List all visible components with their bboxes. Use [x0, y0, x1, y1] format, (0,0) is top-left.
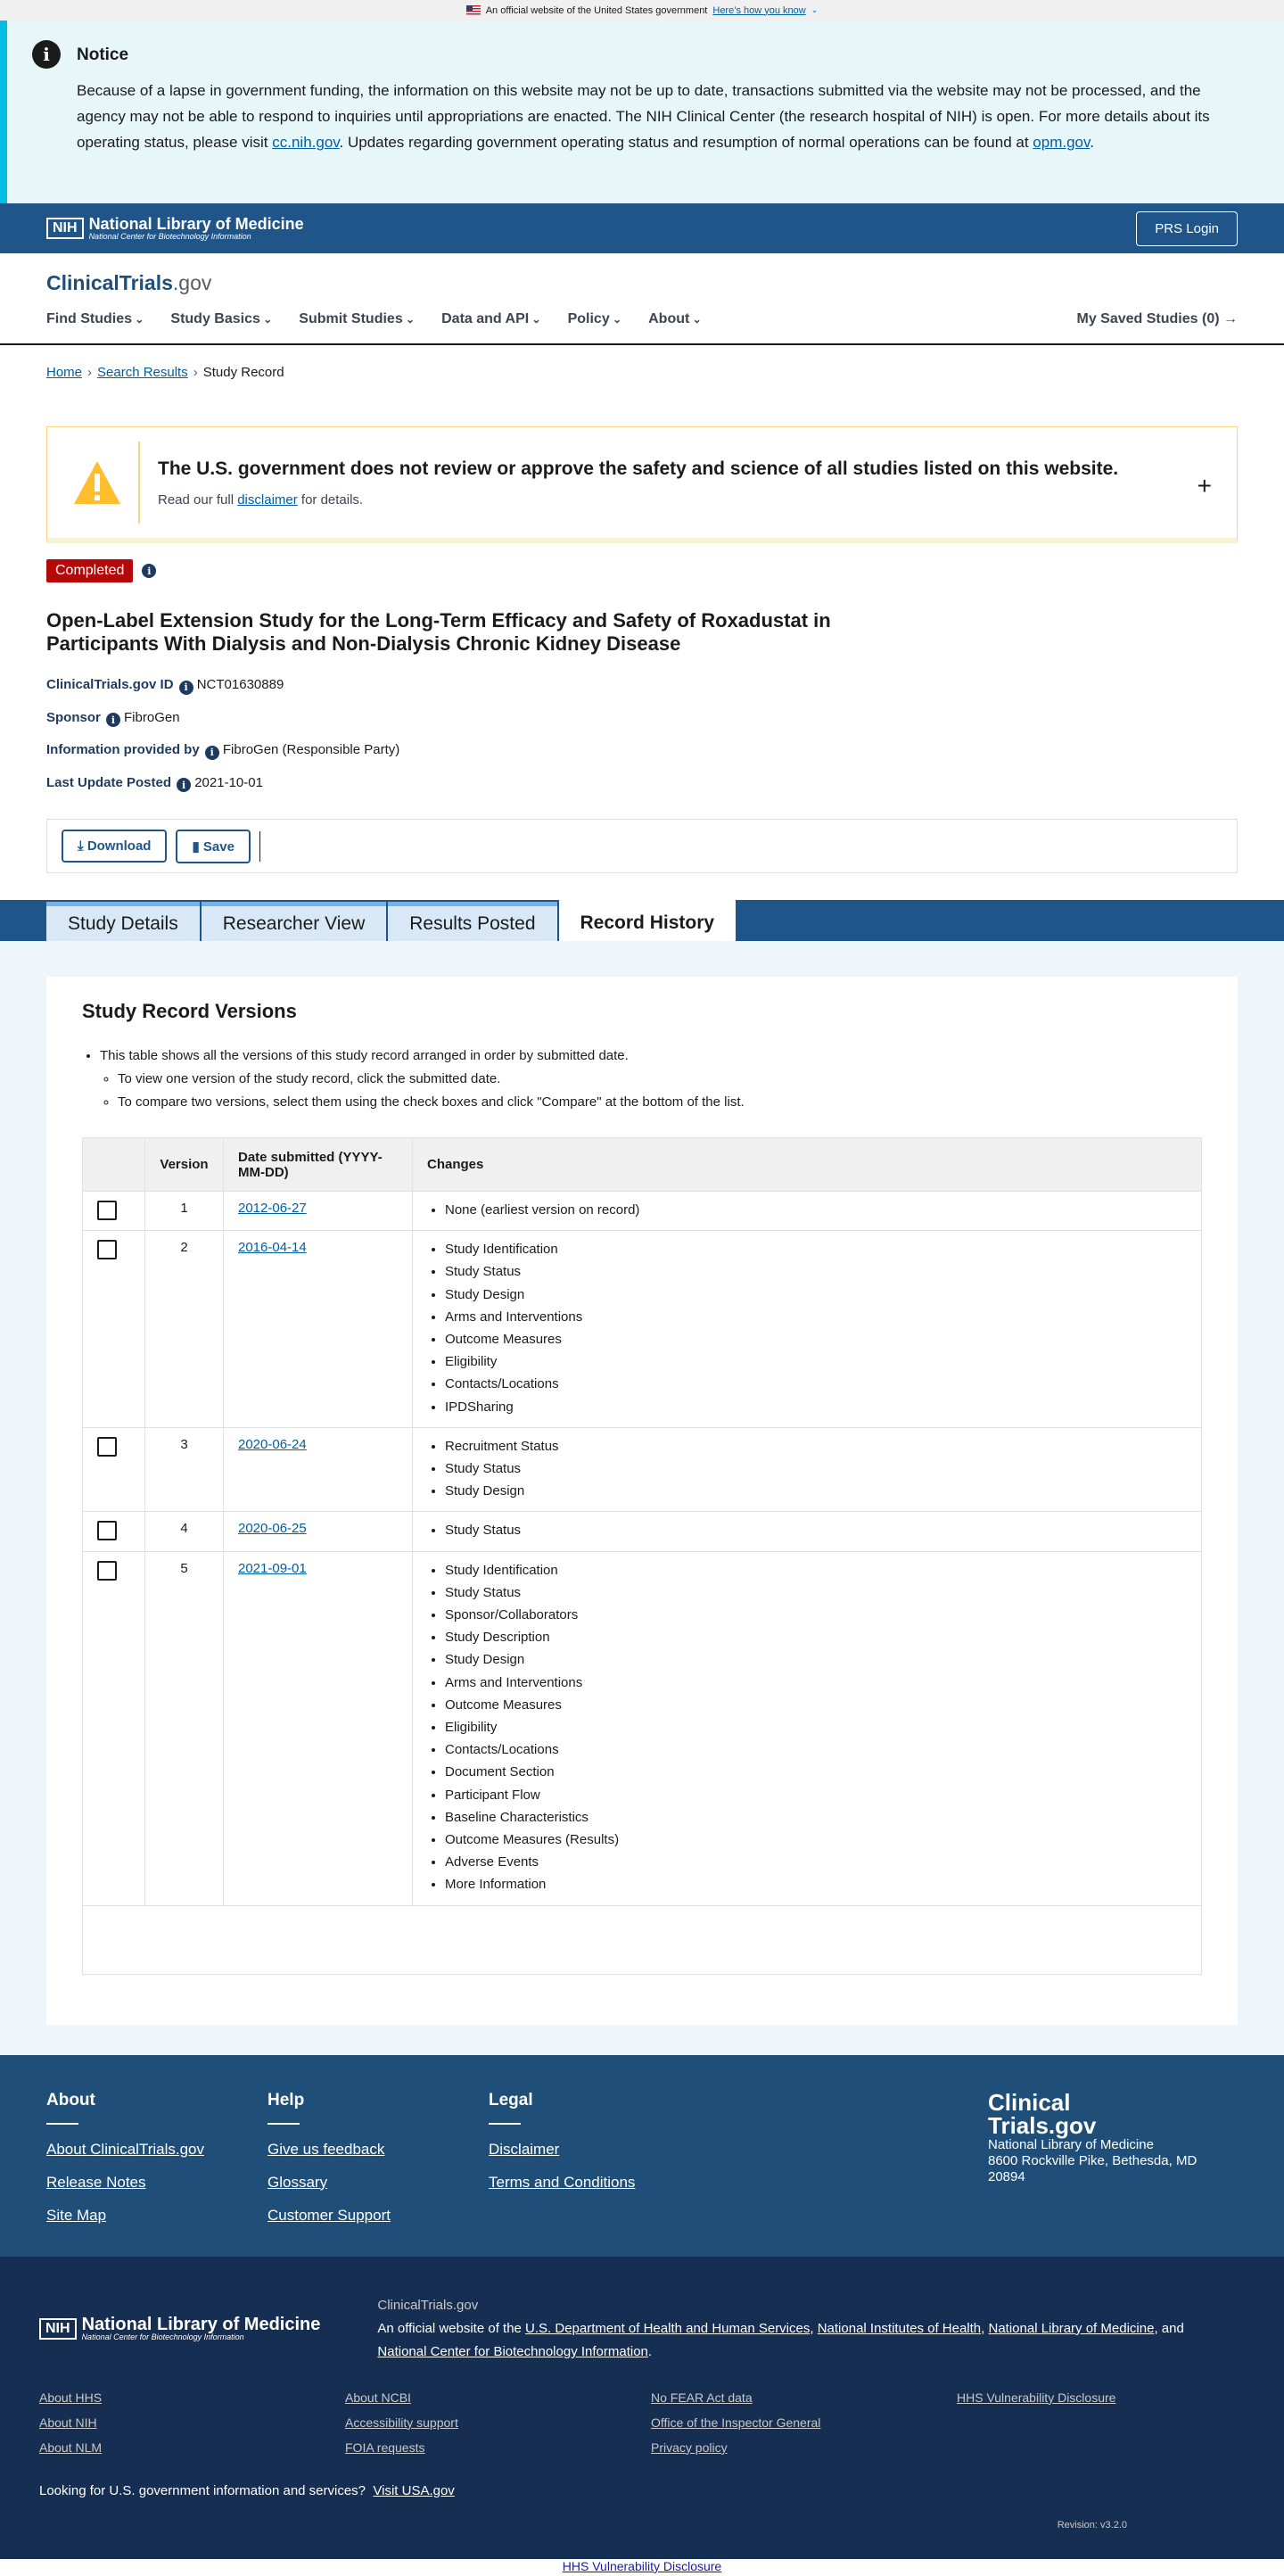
footer-legal-title: Legal [489, 2090, 533, 2110]
link-privacy[interactable]: Privacy policy [651, 2440, 728, 2455]
meta-provided-value: FibroGen (Responsible Party) [222, 742, 400, 757]
change-item: • Study Status [445, 1519, 1187, 1541]
footer-top [0, 2055, 1284, 2257]
notice-text-2: . Updates regarding government operating status and resumption of normal operations can be found at [339, 134, 1033, 151]
change-item: • Study Status [445, 1260, 1187, 1283]
intro-item [100, 1044, 1202, 1114]
change-item: • Sponsor/Collaborators [445, 1604, 1187, 1626]
nih-link[interactable]: National Institutes of Health [817, 2320, 982, 2336]
footer-help [268, 2091, 489, 2257]
change-item: • Study Status [445, 1581, 1187, 1604]
breadcrumb-current: Study Record [202, 365, 284, 380]
nav-about[interactable]: About ⌄ [648, 311, 702, 327]
select-cell [83, 1192, 145, 1231]
nlm-link[interactable]: National Library of Medicine [988, 2320, 1155, 2336]
change-item: • Contacts/Locations [445, 1373, 1187, 1395]
tab-study-details[interactable]: Study Details [46, 902, 200, 941]
intro-sub-item: ◦ To compare two versions, select them using the check boxes and click "Compare" at the bottom of the list. [118, 1091, 1202, 1114]
footer-bottom [0, 2257, 1284, 2559]
footer-brand [988, 2088, 1238, 2257]
footer-bottom-links [39, 2390, 1245, 2465]
meta-provided-by [46, 742, 1238, 760]
changes-cell [413, 1551, 1202, 1905]
compare-area [83, 1905, 1202, 1974]
tab-researcher-view[interactable]: Researcher View [202, 902, 387, 941]
nih-header [0, 203, 1284, 253]
link-about-hhs[interactable]: About HHS [39, 2390, 103, 2405]
table-row [83, 1551, 1202, 1905]
warning-divider [138, 442, 140, 524]
change-item: • Outcome Measures [445, 1328, 1187, 1350]
action-divider [259, 831, 260, 862]
footer-about [46, 2091, 268, 2257]
footer-divider [46, 2123, 78, 2125]
changes-cell [413, 1192, 1202, 1231]
versions-title: Study Record Versions [82, 1000, 297, 1022]
footer-logo-line2: Trials.gov [988, 2111, 1097, 2139]
disclaimer-text [158, 492, 1118, 508]
footer-about-title: About [46, 2090, 95, 2110]
footer-divider [489, 2123, 521, 2125]
footer-address: 8600 Rockville Pike, Bethesda, MD 20894 [988, 2152, 1198, 2184]
status-row [46, 559, 1238, 582]
header-version: Version [145, 1138, 224, 1192]
footer-link-glossary[interactable]: Glossary [268, 2173, 328, 2191]
change-item: • Arms and Interventions [445, 1306, 1187, 1328]
link-hhs-vulnerability[interactable]: HHS Vulnerability Disclosure [957, 2390, 1116, 2405]
chevron-down-icon: ⌄ [811, 5, 819, 14]
change-item: • Study Identification [445, 1559, 1187, 1581]
info-icon[interactable]: i [205, 746, 219, 760]
link-about-ncbi[interactable]: About NCBI [345, 2390, 411, 2405]
main-nav [46, 311, 1238, 327]
table-row [83, 1231, 1202, 1428]
save-button[interactable] [176, 830, 250, 863]
date-cell [224, 1512, 413, 1551]
hhs-vulnerability-disclosure-link[interactable]: HHS Vulnerability Disclosure [562, 2558, 722, 2573]
nlm-name: National Library of Medicine [88, 215, 304, 233]
change-item: • None (earliest version on record) [445, 1199, 1187, 1221]
version-checkbox[interactable] [97, 1240, 117, 1259]
nav-study-basics[interactable]: Study Basics ⌄ [170, 311, 272, 327]
notice-title: Notice [77, 45, 129, 64]
submitted-date-link[interactable]: 2020-06-25 [238, 1521, 307, 1537]
notice-text-1: Because of a lapse in government funding, the information on this website may not be up to date, transactions submitted via the website may not be processed, and the agency may not be able to respond to inquiries until appropriations are enacted. The NIH Clinical Center (the research hospital of NIH) is open. For more details about its operating status, please visit [77, 82, 1210, 151]
notice-text [77, 78, 1238, 155]
nav-submit-studies[interactable]: Submit Studies ⌄ [299, 311, 415, 327]
usa-gov-row [39, 2483, 1245, 2498]
bookmark-icon: ▮ [192, 838, 200, 855]
info-icon[interactable]: i [177, 778, 191, 792]
change-item: • Recruitment Status [445, 1435, 1187, 1457]
select-cell [83, 1427, 145, 1512]
bottom-link-row [0, 2559, 1284, 2576]
link-about-nlm[interactable]: About NLM [39, 2440, 103, 2455]
change-item: • Study Design [445, 1648, 1187, 1671]
link-no-fear[interactable]: No FEAR Act data [651, 2390, 753, 2405]
nlm-name: National Library of Medicine [81, 2314, 321, 2334]
saved-studies-label: My Saved Studies (0) [1076, 311, 1220, 326]
footer-link-support[interactable]: Customer Support [268, 2206, 391, 2224]
expand-plus-icon[interactable]: + [1197, 472, 1212, 500]
prs-login-button[interactable]: PRS Login [1136, 211, 1238, 246]
meta-id-value: NCT01630889 [196, 677, 284, 692]
date-cell [224, 1231, 413, 1428]
meta-sponsor-value: FibroGen [124, 709, 180, 725]
version-number: 3 [145, 1427, 224, 1512]
breadcrumb-separator-icon: › [193, 365, 198, 380]
version-checkbox[interactable] [97, 1437, 117, 1457]
select-cell [83, 1231, 145, 1428]
footer-site-name: ClinicalTrials.gov [377, 2297, 479, 2313]
change-item: • Adverse Events [445, 1851, 1187, 1873]
change-item: • Baseline Characteristics [445, 1806, 1187, 1829]
footer-legal [489, 2091, 710, 2257]
header-date: Date submitted (YYYY-MM-DD) [224, 1138, 413, 1192]
info-icon[interactable]: i [142, 564, 156, 578]
my-saved-studies-link[interactable] [1077, 311, 1239, 327]
change-item: • Study Design [445, 1284, 1187, 1306]
save-label: Save [202, 838, 235, 855]
version-number: 4 [145, 1512, 224, 1551]
site-title-main: ClinicalTrials [46, 271, 173, 294]
table-row [83, 1192, 1202, 1231]
breadcrumb [0, 345, 1284, 400]
version-number: 5 [145, 1551, 224, 1905]
download-label: Download [86, 838, 152, 854]
version-checkbox[interactable] [97, 1521, 117, 1540]
meta-updated-label: Last Update Posted [46, 774, 172, 790]
footer-help-title: Help [268, 2090, 305, 2110]
link-accessibility[interactable]: Accessibility support [345, 2415, 458, 2430]
date-cell [224, 1551, 413, 1905]
change-item: • Study Design [445, 1480, 1187, 1502]
submitted-date-link[interactable]: 2012-06-27 [238, 1201, 307, 1216]
disclaimer-link[interactable]: disclaimer [237, 491, 298, 508]
link-oig[interactable]: Office of the Inspector General [651, 2415, 821, 2430]
disclaimer-title: The U.S. government does not review or approve the safety and science of all studies listed on this website. [158, 458, 1119, 479]
footer-org: National Library of Medicine [988, 2136, 1154, 2152]
opm-link[interactable]: opm.gov [1033, 134, 1091, 151]
meta-updated-value: 2021-10-01 [194, 774, 263, 790]
change-item: • Outcome Measures [445, 1694, 1187, 1716]
breadcrumb-separator-icon: › [87, 365, 93, 380]
table-header-row [83, 1138, 1202, 1192]
header-changes: Changes [413, 1138, 1202, 1192]
submitted-date-link[interactable]: 2020-06-24 [238, 1436, 307, 1452]
disclaimer-alert [46, 426, 1238, 543]
action-bar [46, 819, 1238, 873]
meta-sponsor [46, 710, 1238, 728]
change-item: • Outcome Measures (Results) [445, 1829, 1187, 1851]
download-button[interactable] [62, 830, 167, 863]
footer-link-site-map[interactable]: Site Map [46, 2206, 107, 2224]
link-about-nih[interactable]: About NIH [39, 2415, 97, 2430]
study-meta [46, 677, 1238, 792]
nav-data-and-api[interactable]: Data and API ⌄ [441, 311, 540, 327]
table-row [83, 1512, 1202, 1551]
gov-banner [0, 0, 1284, 21]
submitted-date-link[interactable]: 2021-09-01 [238, 1560, 307, 1576]
tab-record-history[interactable]: Record History [559, 900, 737, 941]
submitted-date-link[interactable]: 2016-04-14 [238, 1240, 307, 1256]
site-header [0, 253, 1284, 345]
date-cell [224, 1192, 413, 1231]
changes-cell [413, 1512, 1202, 1551]
info-icon[interactable]: i [106, 713, 120, 727]
notice-text-3: . [1090, 134, 1094, 151]
change-item: • Study Description [445, 1626, 1187, 1648]
header-select [83, 1138, 145, 1192]
footer-link-feedback[interactable]: Give us feedback [268, 2140, 385, 2158]
nih-logo-box: NIH [39, 2318, 77, 2340]
footer-official-text: ClinicalTrials.gov An official website of the U.S. Department of Health and Human Services, National Institutes of Health, National Library of Medicine, and National Center for Biotechnology Information. [377, 2294, 1215, 2364]
change-item: • Study Identification [445, 1238, 1187, 1260]
heres-how-you-know-link[interactable]: Here’s how you know [712, 4, 806, 16]
usa-gov-link[interactable]: Visit USA.gov [373, 2482, 455, 2498]
record-history-section [0, 941, 1284, 2055]
meta-sponsor-label: Sponsor [46, 709, 101, 725]
intro-text: This table shows all the versions of this study record arranged in order by submitted date. [100, 1048, 629, 1063]
change-item: • Document Section [445, 1761, 1187, 1783]
footer-official-prefix: An official website of the [377, 2320, 526, 2336]
tab-results-posted[interactable]: Results Posted [388, 902, 556, 941]
hhs-link[interactable]: U.S. Department of Health and Human Services [525, 2320, 811, 2336]
footer-link-about-ct[interactable]: About ClinicalTrials.gov [46, 2140, 204, 2158]
breadcrumb-search-results[interactable]: Search Results [97, 365, 188, 380]
revision-label: Revision: v3.2.0 [1057, 2519, 1127, 2531]
gov-banner-text: An official website of the United States government [485, 4, 708, 16]
change-item: • Eligibility [445, 1350, 1187, 1373]
footer-link-release-notes[interactable]: Release Notes [46, 2173, 146, 2191]
ncbi-subtitle: National Center for Biotechnology Information [81, 2332, 244, 2341]
change-item: • Participant Flow [445, 1784, 1187, 1806]
table-footer-row [83, 1905, 1202, 1974]
disclaimer-text-after: for details. [297, 491, 364, 508]
footer-link-terms[interactable]: Terms and Conditions [489, 2173, 636, 2191]
version-checkbox[interactable] [97, 1561, 117, 1581]
change-item: • IPDSharing [445, 1396, 1187, 1418]
breadcrumb-home[interactable]: Home [46, 365, 83, 380]
meta-id [46, 677, 1238, 695]
change-item: • Study Status [445, 1457, 1187, 1480]
download-icon: ⤓ [78, 838, 84, 854]
change-item: • Arms and Interventions [445, 1672, 1187, 1694]
link-foia[interactable]: FOIA requests [345, 2440, 425, 2455]
meta-last-update [46, 775, 1238, 793]
versions-intro [100, 1044, 1202, 1114]
nih-logo-box: NIH [46, 218, 84, 239]
select-cell [83, 1551, 145, 1905]
site-title-suffix: .gov [172, 271, 212, 294]
warning-icon [72, 459, 122, 506]
change-item: • Contacts/Locations [445, 1738, 1187, 1761]
footer-logo-line1: Clinical [988, 2088, 1071, 2116]
us-flag-icon [466, 5, 481, 15]
intro-sub-item: ◦ To view one version of the study record, click the submitted date. [118, 1068, 1202, 1091]
footer-and: and [1161, 2320, 1184, 2336]
footer-logo[interactable] [988, 2088, 1238, 2139]
footer-nlm-logo[interactable] [39, 2294, 320, 2364]
change-item: • Eligibility [445, 1716, 1187, 1738]
footer-divider [268, 2123, 300, 2125]
notice-alert [0, 21, 1284, 203]
study-title: Open-Label Extension Study for the Long-Term Efficacy and Safety of Roxadustat in Participants With Dialysis and Non-Dialysis Chronic Kidney Disease [46, 609, 831, 655]
info-icon[interactable]: i [179, 681, 193, 695]
ncbi-subtitle: National Center for Biotechnology Information [88, 232, 251, 241]
info-icon: i [32, 40, 61, 69]
footer-link-disclaimer[interactable]: Disclaimer [489, 2140, 560, 2158]
change-item: • More Information [445, 1873, 1187, 1895]
nav-find-studies[interactable]: Find Studies ⌄ [46, 311, 144, 327]
versions-table [82, 1137, 1202, 1975]
changes-cell [413, 1231, 1202, 1428]
site-logo[interactable] [46, 271, 1238, 295]
meta-id-label: ClinicalTrials.gov ID [46, 677, 174, 692]
study-tabs [0, 900, 1284, 941]
changes-cell [413, 1427, 1202, 1512]
versions-card [46, 977, 1238, 2025]
version-number: 1 [145, 1192, 224, 1231]
version-number: 2 [145, 1231, 224, 1428]
cc-nih-link[interactable]: cc.nih.gov [272, 134, 340, 151]
usa-text: Looking for U.S. government information and services? [39, 2482, 366, 2498]
status-badge: Completed [46, 559, 133, 582]
nav-policy[interactable]: Policy ⌄ [568, 311, 622, 327]
select-cell [83, 1512, 145, 1551]
date-cell [224, 1427, 413, 1512]
table-row [83, 1427, 1202, 1512]
nlm-logo[interactable] [46, 216, 304, 241]
disclaimer-text-before: Read our full [158, 491, 238, 508]
arrow-right-icon: → [1223, 311, 1238, 326]
meta-provided-label: Information provided by [46, 742, 200, 757]
version-checkbox[interactable] [97, 1201, 117, 1220]
ncbi-link[interactable]: National Center for Biotechnology Information [377, 2343, 648, 2359]
